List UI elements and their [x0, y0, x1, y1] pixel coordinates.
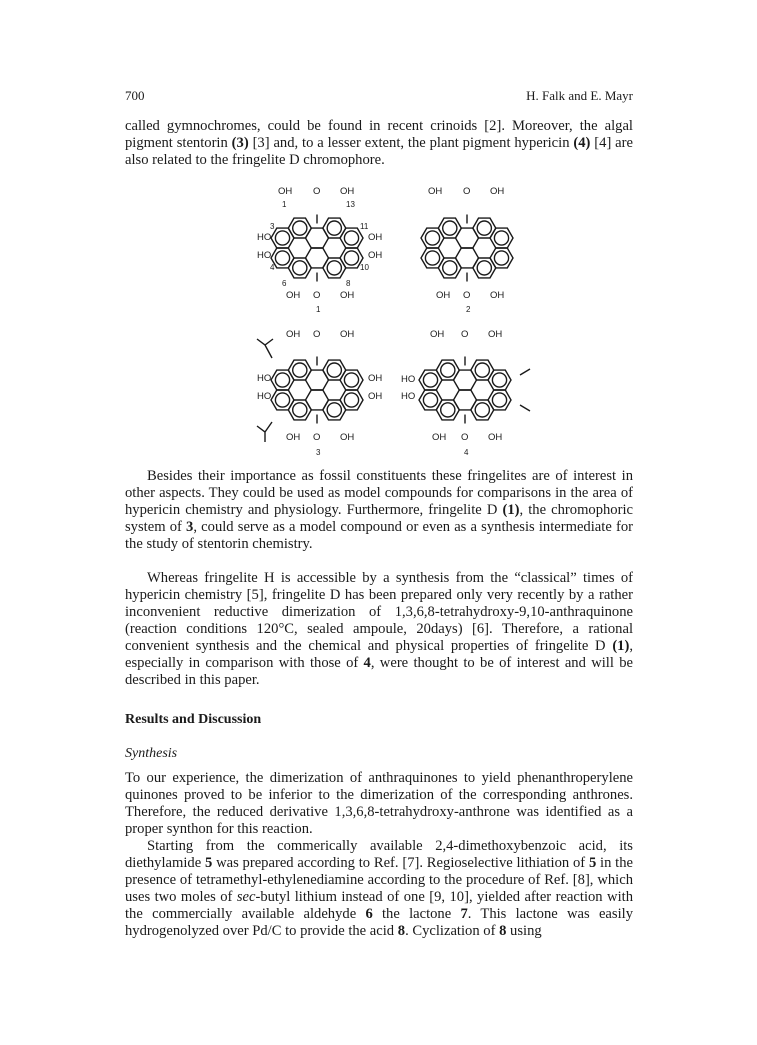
c4-aromatic-circle [441, 403, 455, 417]
c1-num-3: 3 [270, 222, 275, 231]
c2-aromatic-circle [443, 261, 457, 275]
page-number: 700 [125, 88, 145, 103]
c2-aromatic-circle [494, 251, 508, 265]
c2-oh-bottom-right: OH [490, 290, 505, 301]
c1-aromatic-circle [293, 261, 307, 275]
subsection-heading: Synthesis [125, 746, 178, 761]
c3-aromatic-circle [327, 363, 341, 377]
c3-oh-bottom-left: OH [286, 432, 301, 443]
c3-ho-left-2: HO [257, 391, 272, 402]
c3-ring [306, 370, 329, 390]
intro-paragraph: called gymnochromes, could be found in recent crinoids [2]. Moreover, the algal pigment stentorin (3) [3] and, to a lesser extent, the plant pigment hypericin (4) [4] are also related to the fringelite D chromophore. [125, 118, 633, 168]
c3-oh-right-2: OH [368, 391, 383, 402]
c1-aromatic-circle [275, 231, 289, 245]
c4-aromatic-circle [492, 373, 506, 387]
c1-oh-bottom-right: OH [340, 290, 355, 301]
c1-num-1: 1 [282, 200, 287, 209]
c3-aromatic-circle [275, 393, 289, 407]
c1-o-bottom: O [313, 290, 321, 301]
c2-aromatic-circle [494, 231, 508, 245]
c4-aromatic-circle [423, 393, 437, 407]
c4-aromatic-circle [475, 403, 489, 417]
c1-oh-10: OH [368, 250, 383, 261]
c1-aromatic-circle [344, 231, 358, 245]
c2-ring [456, 228, 479, 248]
c3-isopropyl-top [257, 339, 273, 358]
c3-ho-left-1: HO [257, 373, 272, 384]
c4-ring [454, 370, 477, 390]
c4-aromatic-circle [475, 363, 489, 377]
section-heading: Results and Discussion [125, 712, 262, 727]
c4-o-bottom: O [461, 432, 469, 443]
c3-oh-right-1: OH [368, 373, 383, 384]
paragraph-starting-material: Starting from the commerically available 2,4-dimethoxybenzoic acid, its diethylamide 5 was prepared according to Ref. [7]. Regioselective lithiation of 5 in the presence of tetramethyl-ethylenediamine according to the procedure of Ref. [8], which uses two moles of sec-butyl lithium instead of one [9, 10], yielded after reaction with the commercially available aldehyde 6 the lactone 7. This lactone was easily hydrogenolyzed over Pd/C to provide the acid 8. Cyclization of 8 using [125, 838, 633, 939]
c1-num-11: 11 [360, 222, 369, 231]
c2-oh-top-right: OH [490, 186, 505, 197]
c2-aromatic-circle [425, 251, 439, 265]
c3-aromatic-circle [327, 403, 341, 417]
c4-ho-left-2: HO [401, 391, 416, 402]
c1-o-top: O [313, 186, 321, 197]
c1-oh-top-left: OH [278, 186, 293, 197]
c1-ring [306, 228, 329, 248]
paragraph-fringelite-h: Whereas fringelite H is accessible by a synthesis from the “classical” times of hypericin chemistry [5], fringelite D has been prepared only very recently by a rather inconvenient reductive dimerization of 1,3,6,8-tetrahydroxy-9,10-anthraquinone (reaction conditions 120°C, sealed ampoule, 20days) [6]. Therefore, a rational convenient synthesis and the chemical and physical properties of fringelite D (1), especially in comparison with those of 4, were thought to be of interest and will be described in this paper. [125, 570, 633, 688]
c2-oh-bottom-left: OH [436, 290, 451, 301]
c1-aromatic-circle [275, 251, 289, 265]
c1-oh-bottom-left: OH [286, 290, 301, 301]
c1-aromatic-circle [344, 251, 358, 265]
c2-aromatic-circle [477, 261, 491, 275]
c3-o-top: O [313, 329, 321, 340]
c1-ho-4: HO [257, 250, 272, 261]
c3-oh-top-left: OH [286, 329, 301, 340]
c4-oh-top-left: OH [430, 329, 445, 340]
chemical-structures-figure [0, 0, 757, 470]
compound-label-1: 1 [316, 305, 321, 314]
c2-o-top: O [463, 186, 471, 197]
compound-label-2: 2 [466, 305, 471, 314]
c3-aromatic-circle [344, 373, 358, 387]
c2-oh-top-left: OH [428, 186, 443, 197]
c3-isopropyl-bottom [257, 422, 272, 442]
c1-num-10: 10 [360, 263, 369, 272]
paragraph-dimerization: To our experience, the dimerization of anthraquinones to yield phenanthroperylene quinones proved to be inferior to the dimerization of the corresponding anthrones. Therefore, the reduced derivative 1,3,6,8-tetrahydroxy-anthrone was identified as a proper synthon for this reaction. [125, 770, 633, 837]
paragraph-fossil-constituents: Besides their importance as fossil constituents these fringelites are of interest in other aspects. They could be used as model compounds for comparisons in the area of hypericin chemistry and physiology. Furthermore, fringelite D (1), the chromophoric system of 3, could serve as a model compound or even as a synthesis intermediate for the study of stentorin chemistry. [125, 468, 633, 552]
c4-oh-top-right: OH [488, 329, 503, 340]
c4-o-top: O [461, 329, 469, 340]
c1-num-6: 6 [282, 279, 287, 288]
c4-aromatic-circle [492, 393, 506, 407]
c3-oh-top-right: OH [340, 329, 355, 340]
c2-o-bottom: O [463, 290, 471, 301]
c4-methyl-top [520, 369, 530, 375]
c2-aromatic-circle [477, 221, 491, 235]
c2-aromatic-circle [425, 231, 439, 245]
c3-aromatic-circle [293, 363, 307, 377]
c3-oh-bottom-right: OH [340, 432, 355, 443]
c3-aromatic-circle [275, 373, 289, 387]
c1-ho-3: HO [257, 232, 272, 243]
c1-oh-11: OH [368, 232, 383, 243]
c1-num-13: 13 [346, 200, 355, 209]
c4-aromatic-circle [423, 373, 437, 387]
c1-num-8: 8 [346, 279, 351, 288]
c1-aromatic-circle [293, 221, 307, 235]
c4-oh-bottom-right: OH [488, 432, 503, 443]
compound-label-4: 4 [464, 448, 469, 457]
c3-aromatic-circle [344, 393, 358, 407]
c4-oh-bottom-left: OH [432, 432, 447, 443]
running-head-authors: H. Falk and E. Mayr [526, 88, 633, 103]
c3-aromatic-circle [293, 403, 307, 417]
c1-oh-top-right: OH [340, 186, 355, 197]
c1-aromatic-circle [327, 221, 341, 235]
c4-methyl-bottom [520, 405, 530, 411]
c2-aromatic-circle [443, 221, 457, 235]
c3-o-bottom: O [313, 432, 321, 443]
c4-ho-left-1: HO [401, 374, 416, 385]
c4-aromatic-circle [441, 363, 455, 377]
compound-label-3: 3 [316, 448, 321, 457]
c1-num-4: 4 [270, 263, 275, 272]
c1-aromatic-circle [327, 261, 341, 275]
